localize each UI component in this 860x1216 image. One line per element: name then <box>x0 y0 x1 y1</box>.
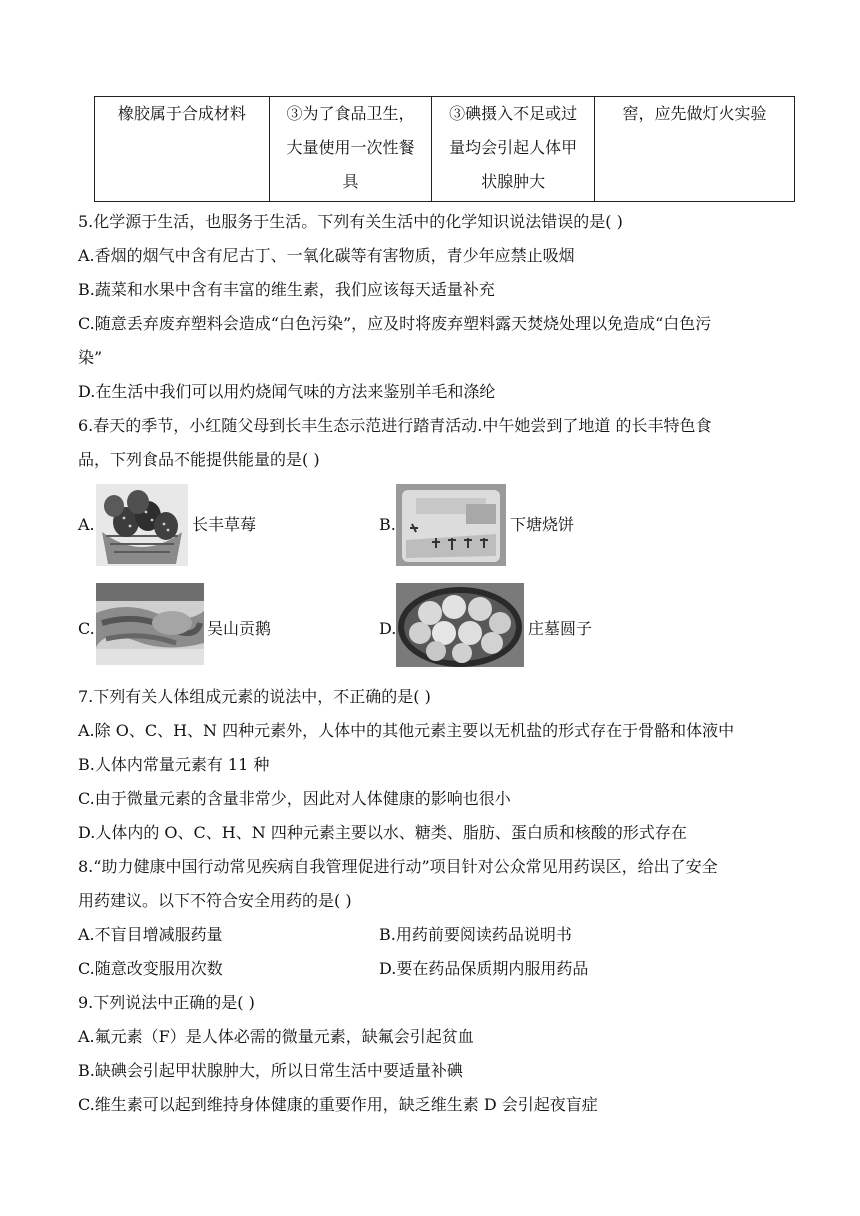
baked-cake-package-photo <box>396 484 506 566</box>
q6-option-b-letter: B. <box>379 515 396 534</box>
q7-stem: 7.下列有关人体组成元素的说法中，不正确的是( ) <box>78 687 431 706</box>
table-cell <box>95 97 270 202</box>
q9-option-c: C.维生素可以起到维持身体健康的重要作用，缺乏维生素 D 会引起夜盲症 <box>78 1095 598 1114</box>
q9-option-a: A.氟元素（F）是人体必需的微量元素，缺氟会引起贫血 <box>78 1027 474 1046</box>
q9-stem: 9.下列说法中正确的是( ) <box>78 993 255 1012</box>
cell-line: 具 <box>342 172 359 191</box>
q8-option-d: D.要在药品保质期内服用药品 <box>379 959 589 978</box>
q7-option-d: D.人体内的 O、C、H、N 四种元素主要以水、糖类、脂肪、蛋白质和核酸的形式存在 <box>78 823 687 842</box>
q6-stem-cont: 品，下列食品不能提供能量的是( ) <box>78 450 320 469</box>
dumplings-photo <box>396 583 524 667</box>
cell-line: 橡胶属于合成材料 <box>117 104 246 123</box>
q5-option-c: C.随意丢弃废弃塑料会造成“白色污染”，应及时将废弃塑料露天焚烧处理以免造成“白色污 <box>78 314 712 333</box>
q6-stem: 6.春天的季节，小红随父母到长丰生态示范进行踏青活动.中午她尝到了地道 的长丰特色食 <box>78 416 712 435</box>
cell-line: 状腺肿大 <box>481 172 546 191</box>
q5-option-c-cont: 染” <box>78 348 103 367</box>
q8-stem: 8.“助力健康中国行动常见疾病自我管理促进行动”项目针对公众常见用药误区，给出了安全 <box>78 857 718 876</box>
cell-line: 大量使用一次性餐 <box>286 138 415 157</box>
q6-option-d-label: 庄墓圆子 <box>528 619 593 638</box>
cell-line: 量均会引起人体甲 <box>449 138 578 157</box>
q6-option-d-letter: D. <box>379 619 397 638</box>
q7-option-c: C.由于微量元素的含量非常少，因此对人体健康的影响也很小 <box>78 789 511 808</box>
table-row <box>95 97 795 202</box>
q8-option-c: C.随意改变服用次数 <box>78 959 223 978</box>
goose-dish-photo <box>96 583 204 665</box>
table-cell <box>269 97 432 202</box>
cell-line: 窖，应先做灯火实验 <box>622 104 767 123</box>
q5-stem: 5.化学源于生活，也服务于生活。下列有关生活中的化学知识说法错误的是( ) <box>78 212 623 231</box>
q8-option-b: B.用药前要阅读药品说明书 <box>379 925 572 944</box>
q6-option-c-letter: C. <box>78 619 95 638</box>
q5-option-d: D.在生活中我们可以用灼烧闻气味的方法来鉴别羊毛和涤纶 <box>78 382 496 401</box>
q5-option-a: A.香烟的烟气中含有尼古丁、一氧化碳等有害物质，青少年应禁止吸烟 <box>78 246 575 265</box>
q5-option-b: B.蔬菜和水果中含有丰富的维生素，我们应该每天适量补充 <box>78 280 495 299</box>
q7-option-b: B.人体内常量元素有 11 种 <box>78 755 270 774</box>
cell-line: ③碘摄入不足或过 <box>449 104 578 123</box>
q8-stem-cont: 用药建议。以下不符合安全用药的是( ) <box>78 891 352 910</box>
q6-option-a-letter: A. <box>78 515 95 534</box>
q6-option-c-label: 吴山贡鹅 <box>207 619 272 638</box>
q6-option-a-label: 长丰草莓 <box>192 515 257 534</box>
strawberry-photo <box>96 484 188 566</box>
answer-table-fragment <box>94 96 795 202</box>
table-cell <box>432 97 595 202</box>
q6-option-b-label: 下塘烧饼 <box>510 515 575 534</box>
q8-option-a: A.不盲目增减服药量 <box>78 925 223 944</box>
table-cell <box>594 97 794 202</box>
q7-option-a: A.除 O、C、H、N 四种元素外，人体中的其他元素主要以无机盐的形式存在于骨骼和体液中 <box>78 721 735 740</box>
q9-option-b: B.缺碘会引起甲状腺肿大，所以日常生活中要适量补碘 <box>78 1061 463 1080</box>
cell-line: ③为了食品卫生， <box>286 104 415 123</box>
